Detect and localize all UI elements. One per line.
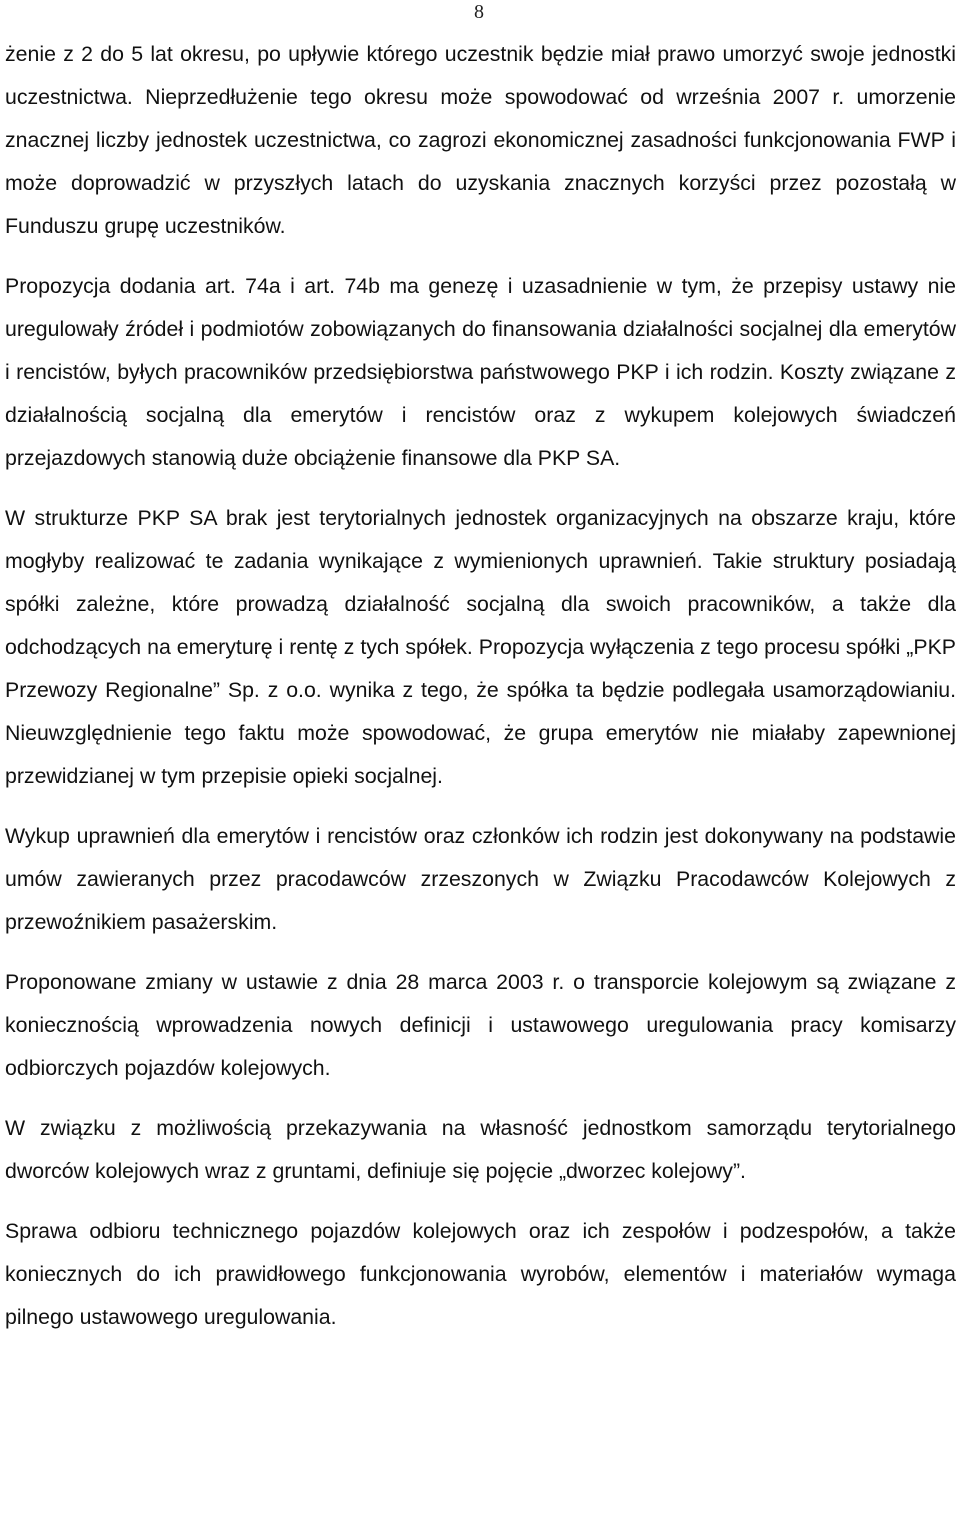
paragraph-fwp-units: żenie z 2 do 5 lat okresu, po upływie którego uczestnik będzie miał prawo umorzyć swoje jednostki uczestnictwa. Nieprzedłużenie tego okresu może spowodować od września 2007 r. umorzenie znacznej liczby jednostek uczestnictwa, co zagrozi ekonomicznej zasadności funkcjonowania FWP i może doprowadzić w przyszłych latach do uzyskania znacznych korzyści przez pozostałą w Funduszu grupę uczestników.	[5, 42, 956, 238]
document-body	[5, 33, 956, 1339]
paragraph-vehicle-acceptance: Sprawa odbioru technicznego pojazdów kolejowych oraz ich zespołów i podzespołów, a także koniecznych do ich prawidłowego funkcjonowania wyrobów, elementów i materiałów wymaga pilnego ustawowego uregulowania.	[5, 1219, 956, 1329]
paragraph-art-74a-74b: Propozycja dodania art. 74a i art. 74b ma genezę i uzasadnienie w tym, że przepisy ustawy nie uregulowały źródeł i podmiotów zobowiązanych do finansowania działalności socjalnej dla emerytów i rencistów, byłych pracowników przedsiębiorstwa państwowego PKP i ich rodzin. Koszty związane z działalnością socjalną dla emerytów i rencistów oraz z wykupem kolejowych świadczeń przejazdowych stanowią duże obciążenie finansowe dla PKP SA.	[5, 274, 956, 470]
paragraph-benefits-purchase: Wykup uprawnień dla emerytów i rencistów oraz członków ich rodzin jest dokonywany na podstawie umów zawieranych przez pracodawców zrzeszonych w Związku Pracodawców Kolejowych z przewoźnikiem pasażerskim.	[5, 824, 956, 934]
paragraph-pkp-structure: W strukturze PKP SA brak jest terytorialnych jednostek organizacyjnych na obszarze kraju, które mogłyby realizować te zadania wynikające z wymienionych uprawnień. Takie struktury posiadają spółki zależne, które prowadzą działalność socjalną dla swoich pracowników, a także dla odchodzących na emeryturę i rentę z tych spółek. Propozycja wyłączenia z tego procesu spółki „PKP Przewozy Regionalne” Sp. z o.o. wynika z tego, że spółka ta będzie podlegała usamorządowianiu. Nieuwzględnienie tego faktu może spowodować, że grupa emerytów nie miałaby zapewnionej przewidzianej w tym przepisie opieki socjalnej.	[5, 506, 956, 788]
paragraph-transport-act-changes: Proponowane zmiany w ustawie z dnia 28 marca 2003 r. o transporcie kolejowym są związane z koniecznością wprowadzenia nowych definicji i ustawowego uregulowania pracy komisarzy odbiorczych pojazdów kolejowych.	[5, 970, 956, 1080]
paragraph-railway-station: W związku z możliwością przekazywania na własność jednostkom samorządu terytorialnego dworców kolejowych wraz z gruntami, definiuje się pojęcie „dworzec kolejowy”.	[5, 1116, 956, 1183]
page-number: 8	[474, 1, 484, 23]
